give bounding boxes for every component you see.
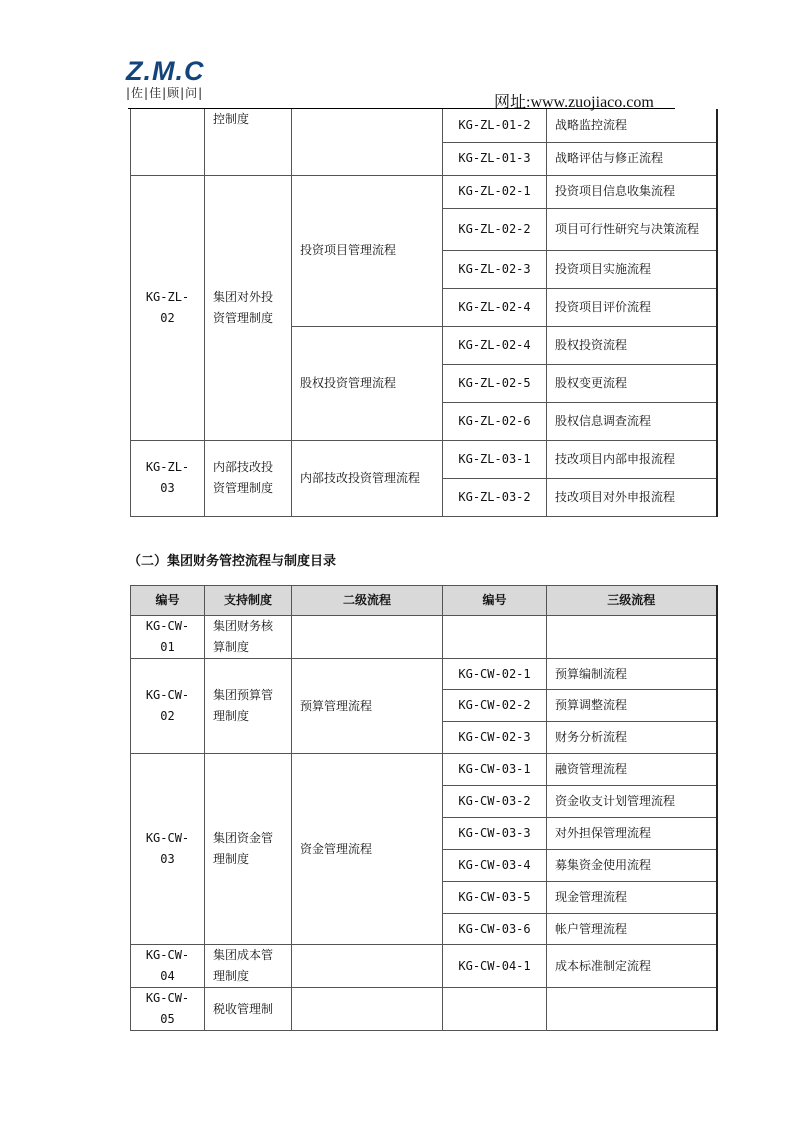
process-code: KG-CW-03-1 [443, 754, 547, 786]
website-url: 网址:www.zuojiaco.com [494, 94, 654, 111]
process-name: 募集资金使用流程 [547, 850, 717, 882]
table-cell [292, 988, 443, 1031]
strategy-process-table [130, 109, 718, 517]
process-code: KG-ZL-02-4 [443, 326, 547, 364]
process-name: 战略评估与修正流程 [547, 142, 717, 175]
table-cell [547, 616, 717, 659]
process-name: 帐户管理流程 [547, 914, 717, 945]
level2-process: 内部技改投资管理流程 [292, 440, 443, 516]
logo-wordmark: Z.M.C [126, 56, 205, 86]
process-name: 投资项目实施流程 [547, 250, 717, 288]
process-code: KG-CW-03-3 [443, 818, 547, 850]
system-code: KG-CW-05 [131, 988, 205, 1031]
process-name: 技改项目对外申报流程 [547, 478, 717, 516]
process-name: 对外担保管理流程 [547, 818, 717, 850]
table-header-row [131, 586, 717, 616]
system-code: KG-CW-02 [131, 659, 205, 754]
level2-process: 投资项目管理流程 [292, 175, 443, 326]
system-code: KG-CW-01 [131, 616, 205, 659]
process-name: 项目可行性研究与决策流程 [547, 208, 717, 250]
process-code: KG-CW-03-4 [443, 850, 547, 882]
process-code: KG-CW-03-5 [443, 882, 547, 914]
process-name: 成本标准制定流程 [547, 945, 717, 988]
table-row [131, 109, 717, 142]
process-name: 资金收支计划管理流程 [547, 786, 717, 818]
column-header: 编号 [443, 586, 547, 616]
process-code: KG-CW-02-2 [443, 690, 547, 722]
process-code: KG-CW-03-2 [443, 786, 547, 818]
table-cell [292, 109, 443, 175]
process-code: KG-CW-02-1 [443, 659, 547, 690]
table-cell: 控制度 [205, 109, 292, 175]
table-cell [443, 988, 547, 1031]
table-row [131, 659, 717, 690]
process-name: 战略监控流程 [547, 109, 717, 142]
support-system: 集团成本管理制度 [205, 945, 292, 988]
process-name: 投资项目评价流程 [547, 288, 717, 326]
process-name: 融资管理流程 [547, 754, 717, 786]
support-system: 集团对外投资管理制度 [205, 175, 292, 440]
process-code: KG-ZL-01-3 [443, 142, 547, 175]
process-code: KG-CW-04-1 [443, 945, 547, 988]
process-code: KG-ZL-03-1 [443, 440, 547, 478]
table-cell [292, 945, 443, 988]
table-cell [131, 109, 205, 175]
system-code: KG-CW-04 [131, 945, 205, 988]
support-system: 集团预算管理制度 [205, 659, 292, 754]
table-row [131, 616, 717, 659]
process-code: KG-ZL-01-2 [443, 109, 547, 142]
table-cell [443, 616, 547, 659]
process-name: 预算调整流程 [547, 690, 717, 722]
system-code: KG-ZL-03 [131, 440, 205, 516]
level2-process: 股权投资管理流程 [292, 326, 443, 440]
process-code: KG-ZL-02-5 [443, 364, 547, 402]
process-code: KG-CW-02-3 [443, 722, 547, 754]
support-system: 内部技改投资管理制度 [205, 440, 292, 516]
process-name: 股权变更流程 [547, 364, 717, 402]
process-code: KG-ZL-02-1 [443, 175, 547, 208]
system-code: KG-ZL-02 [131, 175, 205, 440]
support-system: 集团财务核算制度 [205, 616, 292, 659]
level2-process: 资金管理流程 [292, 754, 443, 945]
support-system: 税收管理制 [205, 988, 292, 1031]
process-name: 投资项目信息收集流程 [547, 175, 717, 208]
column-header: 二级流程 [292, 586, 443, 616]
column-header: 支持制度 [205, 586, 292, 616]
table-row [131, 754, 717, 786]
finance-process-table [130, 585, 718, 1031]
level2-process: 预算管理流程 [292, 659, 443, 754]
process-code: KG-ZL-02-4 [443, 288, 547, 326]
support-system: 集团资金管理制度 [205, 754, 292, 945]
process-code: KG-ZL-02-3 [443, 250, 547, 288]
column-header: 三级流程 [547, 586, 717, 616]
table-row [131, 945, 717, 988]
table-row [131, 440, 717, 478]
process-name: 财务分析流程 [547, 722, 717, 754]
process-code: KG-CW-03-6 [443, 914, 547, 945]
process-name: 股权信息调查流程 [547, 402, 717, 440]
section-title: （二）集团财务管控流程与制度目录 [128, 554, 337, 569]
process-code: KG-ZL-02-2 [443, 208, 547, 250]
company-logo [126, 56, 226, 100]
column-header: 编号 [131, 586, 205, 616]
table-row [131, 988, 717, 1031]
process-code: KG-ZL-03-2 [443, 478, 547, 516]
table-row [131, 175, 717, 208]
process-name: 股权投资流程 [547, 326, 717, 364]
process-name: 现金管理流程 [547, 882, 717, 914]
process-name: 技改项目内部申报流程 [547, 440, 717, 478]
process-name: 预算编制流程 [547, 659, 717, 690]
logo-subtitle: |佐|佳|顾|问| [126, 86, 204, 100]
table-cell [547, 988, 717, 1031]
system-code: KG-CW-03 [131, 754, 205, 945]
process-code: KG-ZL-02-6 [443, 402, 547, 440]
table-cell [292, 616, 443, 659]
